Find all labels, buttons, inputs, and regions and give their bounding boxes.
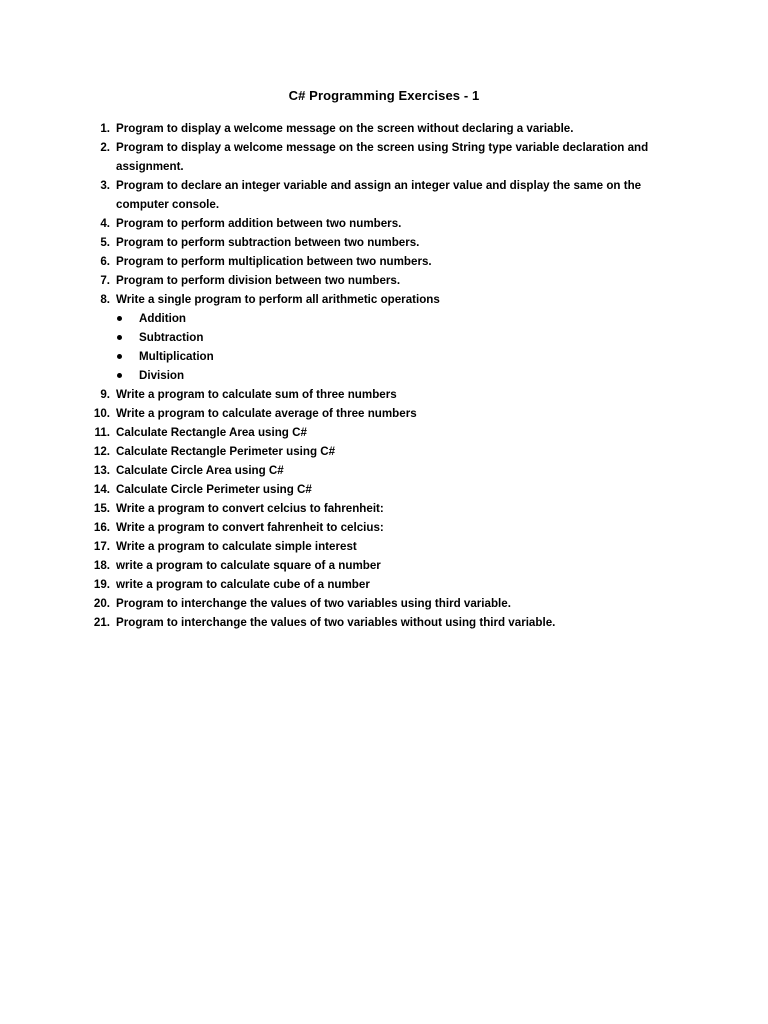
exercise-number: 21. bbox=[93, 616, 110, 629]
operation-text: Addition bbox=[139, 312, 187, 325]
exercise-item bbox=[84, 233, 684, 252]
exercise-number: 3. bbox=[100, 179, 110, 192]
operation-item bbox=[116, 328, 684, 347]
exercise-item bbox=[84, 404, 684, 423]
exercise-text: Write a single program to perform all arithmetic operations bbox=[116, 293, 440, 306]
exercise-item bbox=[84, 518, 684, 537]
exercise-text: Program to declare an integer variable and assign an integer value and display the same on the computer console. bbox=[116, 179, 642, 211]
operation-text: Multiplication bbox=[139, 350, 214, 363]
exercise-number: 10. bbox=[93, 407, 110, 420]
exercise-text: Calculate Circle Area using C# bbox=[116, 464, 284, 477]
exercise-number: 16. bbox=[93, 521, 110, 534]
exercise-number: 8. bbox=[100, 293, 110, 306]
exercise-item bbox=[84, 499, 684, 518]
exercise-item bbox=[84, 480, 684, 499]
exercise-text: Write a program to convert celcius to fahrenheit: bbox=[116, 502, 384, 515]
exercise-text: Program to perform addition between two numbers. bbox=[116, 217, 402, 230]
exercise-number: 9. bbox=[100, 388, 110, 401]
exercise-item bbox=[84, 252, 684, 271]
exercise-number: 13. bbox=[93, 464, 110, 477]
exercise-item bbox=[84, 594, 684, 613]
exercise-number: 2. bbox=[100, 141, 110, 154]
exercise-item bbox=[84, 461, 684, 480]
exercise-text: Write a program to calculate simple interest bbox=[116, 540, 357, 553]
exercise-item bbox=[84, 537, 684, 556]
exercise-number: 4. bbox=[100, 217, 110, 230]
exercise-text: Calculate Rectangle Perimeter using C# bbox=[116, 445, 336, 458]
exercise-text: Write a program to calculate sum of three numbers bbox=[116, 388, 397, 401]
exercise-number: 14. bbox=[93, 483, 110, 496]
operation-item bbox=[116, 309, 684, 328]
exercise-item bbox=[84, 613, 684, 632]
bullet-icon bbox=[117, 373, 122, 378]
operation-item bbox=[116, 347, 684, 366]
exercise-item bbox=[84, 385, 684, 404]
exercise-item bbox=[84, 556, 684, 575]
exercise-item bbox=[84, 176, 684, 214]
bullet-icon bbox=[117, 316, 122, 321]
exercise-text: Program to interchange the values of two variables without using third variable. bbox=[116, 616, 556, 629]
exercise-number: 11. bbox=[94, 426, 110, 439]
exercise-number: 19. bbox=[93, 578, 110, 591]
exercise-item bbox=[84, 290, 684, 385]
exercise-number: 6. bbox=[100, 255, 110, 268]
operation-item bbox=[116, 366, 684, 385]
exercise-item bbox=[84, 575, 684, 594]
exercise-number: 15. bbox=[93, 502, 110, 515]
exercise-text: Program to interchange the values of two variables using third variable. bbox=[116, 597, 511, 610]
exercise-number: 7. bbox=[100, 274, 110, 287]
exercise-item bbox=[84, 138, 684, 176]
exercise-text: Calculate Rectangle Area using C# bbox=[116, 426, 307, 439]
exercise-item bbox=[84, 271, 684, 290]
exercise-text: Program to perform division between two numbers. bbox=[116, 274, 401, 287]
exercise-text: write a program to calculate square of a number bbox=[116, 559, 381, 572]
exercise-number: 18. bbox=[93, 559, 110, 572]
exercise-number: 20. bbox=[93, 597, 110, 610]
exercise-number: 17. bbox=[93, 540, 110, 553]
exercise-text: Program to display a welcome message on the screen using String type variable declaration and assignment. bbox=[116, 141, 649, 173]
bullet-icon bbox=[117, 354, 122, 359]
page-title: C# Programming Exercises - 1 bbox=[288, 88, 480, 103]
exercise-number: 12. bbox=[93, 445, 110, 458]
exercise-item bbox=[84, 423, 684, 442]
exercise-text: Write a program to calculate average of three numbers bbox=[116, 407, 417, 420]
exercise-item bbox=[84, 119, 684, 138]
operations-sublist bbox=[116, 309, 684, 385]
exercise-text: Calculate Circle Perimeter using C# bbox=[116, 483, 312, 496]
exercise-item bbox=[84, 214, 684, 233]
exercise-item bbox=[84, 442, 684, 461]
exercise-text: Write a program to convert fahrenheit to celcius: bbox=[116, 521, 384, 534]
bullet-icon bbox=[117, 335, 122, 340]
exercise-number: 5. bbox=[100, 236, 110, 249]
exercise-text: Program to perform multiplication between two numbers. bbox=[116, 255, 432, 268]
exercise-number: 1. bbox=[100, 122, 110, 135]
exercise-text: Program to display a welcome message on the screen without declaring a variable. bbox=[116, 122, 574, 135]
operation-text: Subtraction bbox=[139, 331, 204, 344]
exercise-list bbox=[84, 119, 684, 632]
exercise-text: Program to perform subtraction between two numbers. bbox=[116, 236, 420, 249]
operation-text: Division bbox=[139, 369, 185, 382]
exercise-text: write a program to calculate cube of a number bbox=[116, 578, 370, 591]
